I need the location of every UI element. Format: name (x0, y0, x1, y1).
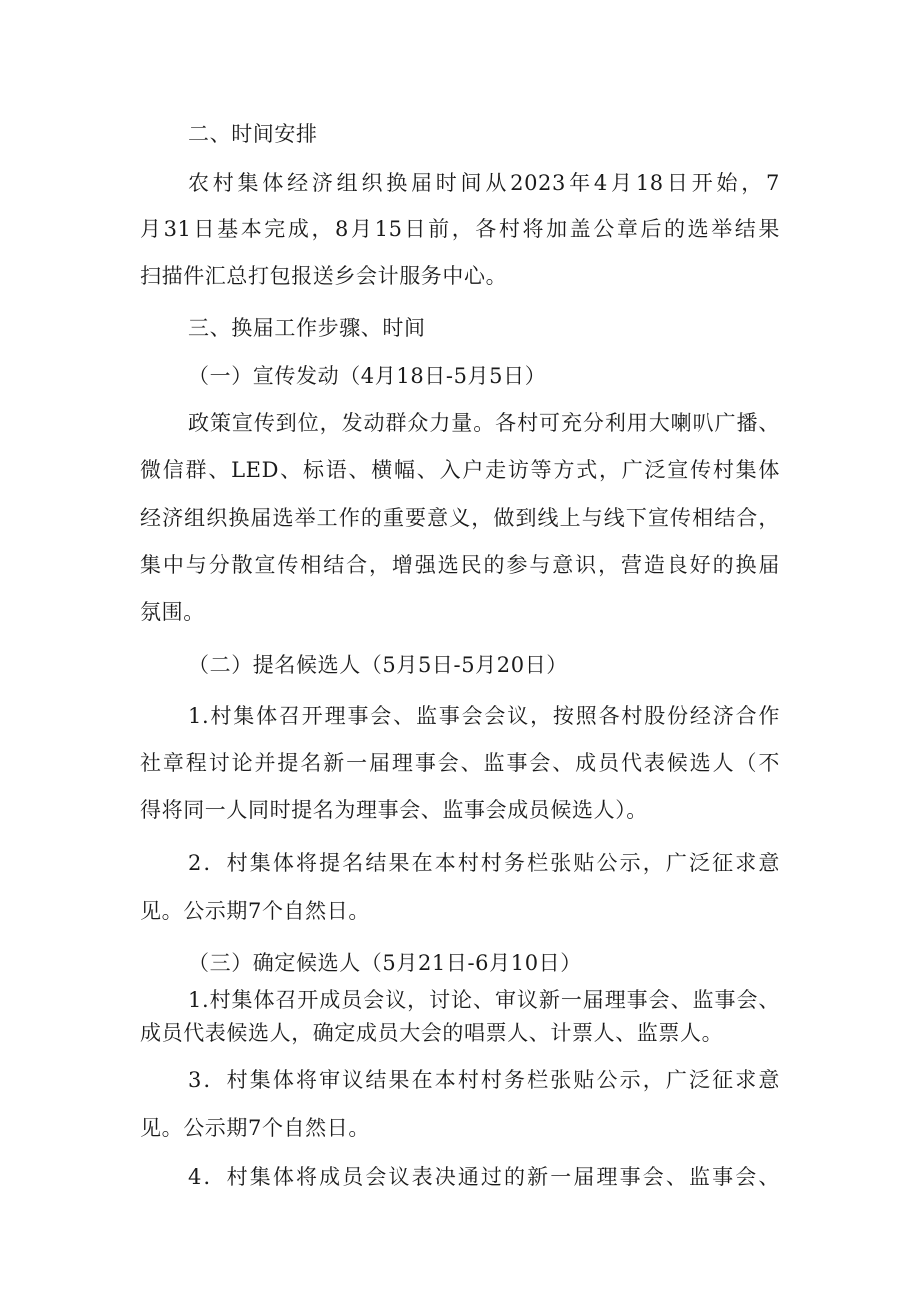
paragraph-line: 成员代表候选人，确定成员大会的唱票人、计票人、监票人。 (140, 1021, 724, 1045)
section-heading-schedule: 二、时间安排 (188, 122, 318, 146)
paragraph-line: 4．村集体将成员会议表决通过的新一届理事会、监事会、 (188, 1165, 780, 1189)
subsection-heading-nomination: （二）提名候选人（5月5日-5月20日） (188, 653, 568, 677)
paragraph-line: 集中与分散宣传相结合，增强选民的参与意识，营造良好的换届 (140, 553, 780, 577)
section-heading-steps: 三、换届工作步骤、时间 (188, 316, 426, 340)
paragraph-line: 2．村集体将提名结果在本村村务栏张贴公示，广泛征求意 (188, 851, 780, 875)
paragraph-line: 微信群、LED、标语、横幅、入户走访等方式，广泛宣传村集体 (140, 458, 780, 482)
paragraph-line: 1.村集体召开理事会、监事会会议，按照各村股份经济合作 (188, 704, 780, 728)
paragraph-line: 月31日基本完成，8月15日前，各村将加盖公章后的选举结果 (140, 217, 780, 241)
subsection-heading-publicity: （一）宣传发动（4月18日-5月5日） (188, 364, 547, 388)
paragraph-line: 得将同一人同时提名为理事会、监事会成员候选人）。 (140, 798, 648, 822)
paragraph-line: 经济组织换届选举工作的重要意义，做到线上与线下宣传相结合， (140, 506, 780, 530)
paragraph-line: 见。公示期7个自然日。 (140, 899, 370, 923)
subsection-heading-confirm: （三）确定候选人（5月21日-6月10日） (188, 951, 582, 975)
paragraph-line: 农村集体经济组织换届时间从2023年4月18日开始，7 (188, 171, 780, 195)
paragraph-line: 见。公示期7个自然日。 (140, 1116, 370, 1140)
paragraph-line: 社章程讨论并提名新一届理事会、监事会、成员代表候选人（不 (140, 751, 780, 775)
paragraph-line: 政策宣传到位，发动群众力量。各村可充分利用大喇叭广播、 (188, 411, 780, 435)
paragraph-line: 3．村集体将审议结果在本村村务栏张贴公示，广泛征求意 (188, 1068, 780, 1092)
paragraph-line: 氛围。 (140, 600, 205, 624)
paragraph-line: 扫描件汇总打包报送乡会计服务中心。 (140, 264, 508, 288)
paragraph-line: 1.村集体召开成员会议，讨论、审议新一届理事会、监事会、 (188, 988, 780, 1012)
